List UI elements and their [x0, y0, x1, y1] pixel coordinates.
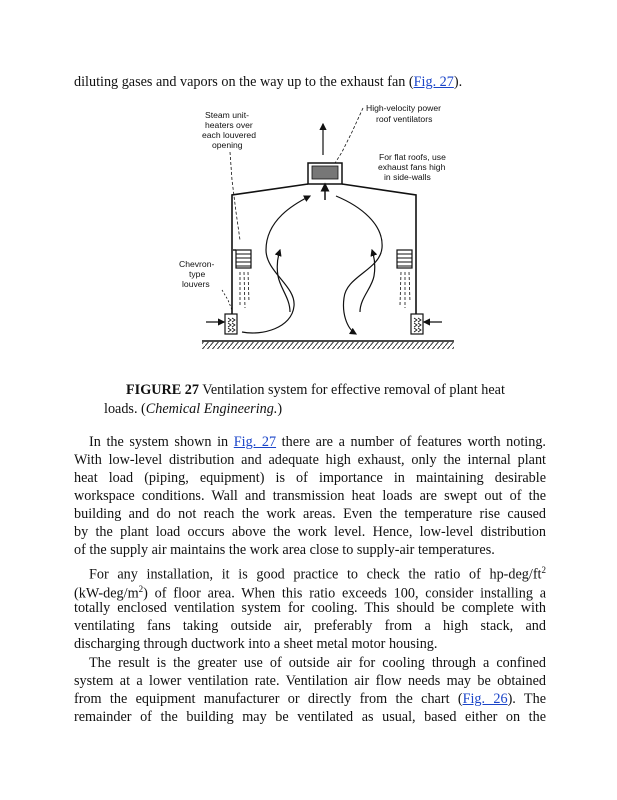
fig-27-link-2[interactable]: Fig. 27 — [233, 434, 277, 450]
label-flat-2: exhaust fans high — [378, 162, 446, 172]
label-hv-1: High-velocity power — [366, 103, 441, 113]
para3-line-4: remainder of the building may be ventilated as usual, based either on the — [74, 709, 546, 725]
chevron-louver-right-icon — [411, 314, 423, 334]
unit-heater-right-icon — [397, 250, 412, 268]
para2-line-3: totally enclosed ventilation system for cooling. This should be complete with — [74, 600, 546, 616]
building-outline — [232, 184, 416, 318]
text-line-intro: diluting gases and vapors on the way up to the exhaust fan (Fig. 27). — [74, 74, 463, 90]
fig-26-link[interactable]: Fig. 26 — [462, 691, 508, 707]
label-steam-2: heaters over — [205, 120, 253, 130]
para1-line-2: With low-level distribution and adequate high exhaust, only the internal plant — [74, 452, 546, 468]
label-steam-4: opening — [212, 140, 243, 150]
ventilation-figure — [170, 100, 470, 356]
para3-line-1: The result is the greater use of outside air for cooling through a confined — [89, 655, 546, 671]
ground-hatch — [202, 342, 454, 349]
para1-line-5: building and do not reach the work areas. Even the temperature rise caused — [74, 506, 546, 522]
caption-source: Chemical Engineering. — [145, 401, 278, 417]
para1-line-1: In the system shown in Fig. 27 there are a number of features worth noting. — [89, 434, 546, 450]
figure-caption-line-1: FIGURE 27 Ventilation system for effective removal of plant heat — [126, 382, 505, 398]
para1-line-7: of the supply air maintains the work area close to supply-air temperatures. — [74, 542, 495, 558]
label-hv-2: roof ventilators — [376, 114, 433, 124]
label-steam-3: each louvered — [202, 130, 256, 140]
label-steam-1: Steam unit- — [205, 110, 249, 120]
chevron-louver-left-icon — [225, 314, 237, 334]
label-flat-3: in side-walls — [384, 172, 431, 182]
para2-line-4: ventilating fans taking outside air, preferably from a high stack, and — [74, 618, 546, 634]
para1-line-4: workspace conditions. Wall and transmission heat loads are swept out of the — [74, 488, 546, 504]
para3-line-3: from the equipment manufacturer or directly from the chart (Fig. 26). The — [74, 691, 546, 707]
para1-line-3: heat load (piping, equipment) is of importance in maintaining desirable — [74, 470, 546, 486]
para2-line-2: $(kW-deg/m^2)$ of floor area. When this ratio exceeds 100, consider installing a — [74, 584, 546, 602]
label-flat-1: For flat roofs, use — [379, 152, 446, 162]
para1-line-6: by the plant load occurs above the work level. Hence, low-level distribution — [74, 524, 546, 540]
para2-line-1: For any installation, it is good practice to check the ratio of $hp-deg/ft^2$ — [89, 565, 546, 583]
label-chevron-3: louvers — [182, 279, 210, 289]
fig-27-link[interactable]: Fig. 27 — [413, 74, 454, 90]
unit-heater-left-icon — [233, 250, 251, 268]
figure-caption-line-2: loads. (Chemical Engineering.) — [104, 401, 283, 417]
para2-line-5: discharging through ductwork into a sheet metal motor housing. — [74, 636, 438, 652]
para3-line-2: system at a lower ventilation rate. Ventilation air flow needs may be obtained — [74, 673, 546, 689]
label-chevron-1: Chevron- — [179, 259, 215, 269]
label-chevron-2: type — [189, 269, 206, 279]
airflow-left — [242, 196, 310, 333]
